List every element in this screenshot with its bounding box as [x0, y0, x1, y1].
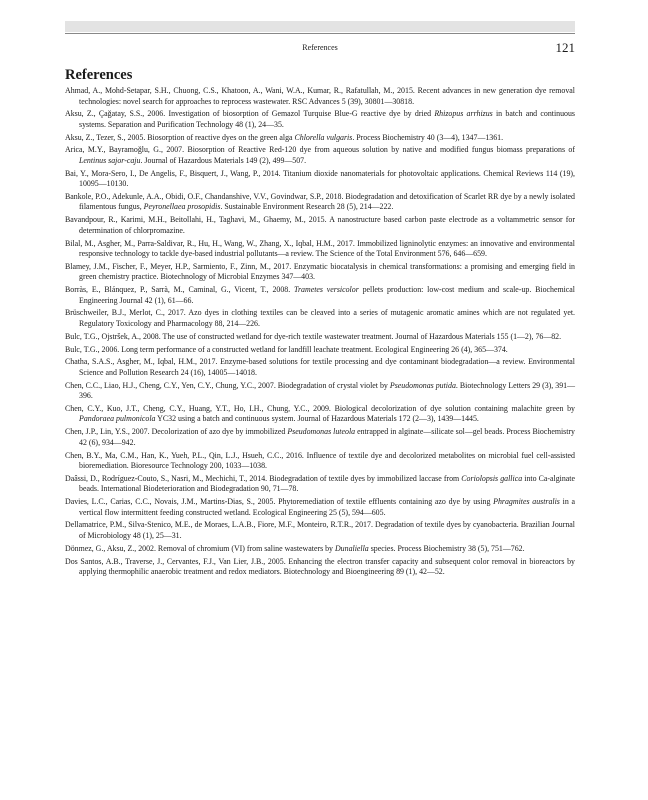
reference-text: Dönmez, G., Aksu, Z., 2002. Removal of chromium (VI) from saline wastewaters by [65, 543, 335, 553]
reference-text: Dos Santos, A.B., Traverse, J., Cervantes, F.J., Van Lier, J.B., 2005. Enhancing the electron transfer capacity and subsequent color removal in bioreactors by applying thermophilic anaerobic treatment and redox mediators. Biotechnology and Bioengineering 89 (1), 42—52. [65, 556, 575, 577]
reference-text: Chen, C.Y., Kuo, J.T., Cheng, C.Y., Huang, Y.T., Ho, I.H., Chung, Y.C., 2009. Biological decolorization of dye solution containing malachite green by [65, 403, 575, 413]
reference-list [65, 86, 575, 580]
reference-entry [65, 497, 575, 518]
page-number: 121 [555, 40, 575, 55]
reference-entry [65, 133, 575, 144]
reference-entry [65, 145, 575, 166]
reference-text: Bankole, P.O., Adekunle, A.A., Obidi, O.F., Chandanshive, V.V., Govindwar, S.P., 2018. Biodegradation and detoxification of Scarlet RR dye by a newly isolated filamentous fungus, [65, 191, 575, 212]
reference-entry [65, 451, 575, 472]
reference-species-name: Pseudomonas putida [389, 380, 456, 390]
reference-entry [65, 474, 575, 495]
reference-text: . Sustainable Environment Research 28 (5), 214—222. [220, 202, 394, 212]
reference-text: Bavandpour, R., Karimi, M.H., Beitollahi, H., Taghavi, M., Ghaemy, M., 2015. A nanostructure based carbon paste electrode as a voltammetric sensor for determination of chlorpromazine. [65, 215, 575, 235]
header-rule [65, 33, 575, 34]
reference-entry [65, 332, 575, 343]
reference-entry [65, 239, 575, 260]
reference-species-name: Pseudomonas luteola [287, 427, 356, 437]
reference-species-name: Trametes versicolor [294, 285, 359, 295]
reference-text: pellets production: low-cost medium and scale-up. Biochemical Engineering Journal 42 (1), 61—66. [79, 285, 575, 305]
reference-entry [65, 169, 575, 190]
reference-text: species. Process Biochemistry 38 (5), 751—762. [368, 543, 525, 553]
reference-species-name: Dunaliella [334, 543, 369, 553]
reference-species-name: Lentinus sajor-caju [79, 155, 141, 165]
reference-text: Dellamatrice, P.M., Silva-Stenico, M.E., de Moraes, L.A.B., Fiore, M.F., Monteiro, R.T.R., 2017. Degradation of textile dyes by cyanobacteria. Brazilian Journal of Microbiology 48 (1), 25—31. [65, 520, 575, 540]
reference-text: . Process Biochemistry 40 (3—4), 1347—1361. [352, 132, 504, 142]
reference-text: Chen, C.C., Liao, H.J., Cheng, C.Y., Yen, C.Y., Chung, Y.C., 2007. Biodegradation of crystal violet by [65, 380, 390, 390]
reference-entry [65, 192, 575, 213]
reference-species-name: Peyronellaea prosopidis [143, 202, 221, 212]
reference-text: in a vertical flow intermittent feeding constructed wetland. Ecological Engineering 25 (5), 594—605. [79, 497, 575, 517]
reference-species-name: Phragmites australis [493, 497, 560, 507]
reference-text: Borràs, E., Blánquez, P., Sarrà, M., Caminal, G., Vicent, T., 2008. [65, 285, 295, 295]
reference-entry [65, 345, 575, 356]
reference-entry [65, 381, 575, 402]
reference-entry [65, 544, 575, 555]
running-title: References [302, 43, 338, 52]
reference-text: into Ca-alginate beads. International Biodeterioration and Biodegradation 90, 71—78. [79, 473, 575, 494]
reference-text: . Journal of Hazardous Materials 149 (2), 499—507. [140, 155, 307, 165]
reference-entry [65, 404, 575, 425]
reference-text: entrapped in alginate—silicate sol—gel beads. Process Biochemistry 42 (6), 934—942. [79, 427, 575, 447]
reference-species-name: Chlorella vulgaris [294, 132, 353, 142]
reference-entry [65, 215, 575, 236]
reference-text: Chen, J.P., Lin, Y.S., 2007. Decolorization of azo dye by immobilized [65, 427, 288, 437]
reference-text: Arica, M.Y., Bayramoğlu, G., 2007. Biosorption of Reactive Red-120 dye from aqueous solution by native and modified fungus biomass preparations of [65, 145, 575, 155]
reference-entry [65, 109, 575, 130]
reference-entry [65, 557, 575, 578]
reference-text: Blamey, J.M., Fischer, F., Meyer, H.P., Sarmiento, F., Zinn, M., 2017. Enzymatic biocatalysis in chemical transformations: a promising and emerging field in green chemistry practice. Biotechnology of Microbial Enzymes 347—403. [65, 261, 575, 282]
reference-text: Bai, Y., Mora-Sero, I., De Angelis, F., Bisquert, J., Wang, P., 2014. Titanium dioxide nanomaterials for photovoltaic applications. Chemical Reviews 114 (19), 10095—10130. [65, 168, 575, 189]
reference-text: Aksu, Z., Çağatay, S.S., 2006. Investigation of biosorption of Gemazol Turquise Blue-G reactive dye by dried [65, 109, 435, 119]
reference-entry [65, 86, 575, 107]
reference-species-name: Pandoraea pulmonicola [79, 414, 156, 424]
reference-text: YC32 using a batch and continuous system. Journal of Hazardous Materials 172 (2—3), 1439—1445. [155, 414, 479, 424]
reference-species-name: Coriolopsis gallica [461, 473, 523, 483]
reference-entry [65, 520, 575, 541]
reference-entry [65, 262, 575, 283]
reference-text: Daâssi, D., Rodríguez-Couto, S., Nasri, M., Mechichi, T., 2014. Biodegradation of textile dyes by immobilized laccase from [65, 473, 462, 483]
reference-text: Ahmad, A., Mohd-Setapar, S.H., Chuong, C.S., Khatoon, A., Wani, W.A., Kumar, R., Rafatullah, M., 2015. Recent advances in new generation dye removal technologies: novel search for approaches to reprocess wastewater. RSC Advances 5 (39), 30801—30818. [65, 86, 575, 106]
reference-text: . Biotechnology Letters 29 (3), 391—396. [79, 380, 575, 401]
reference-entry [65, 285, 575, 306]
reference-text: Bulc, T.G., 2006. Long term performance of a constructed wetland for landfill leachate treatment. Ecological Engineering 26 (4), 365—374. [65, 344, 508, 354]
reference-entry [65, 427, 575, 448]
reference-species-name: Rhizopus arrhizus [434, 109, 493, 119]
reference-text: Davies, L.C., Carias, C.C., Novais, J.M., Martins-Dias, S., 2005. Phytoremediation of textile effluents containing azo dye by using [65, 497, 494, 507]
section-title: References [65, 67, 133, 83]
reference-entry [65, 308, 575, 329]
reference-text: Aksu, Z., Tezer, S., 2005. Biosorption of reactive dyes on the green alga [65, 132, 295, 142]
reference-text: in batch and continuous systems. Separation and Purification Technology 48 (1), 24—35. [79, 109, 576, 129]
reference-text: Bilal, M., Asgher, M., Parra-Saldivar, R., Hu, H., Wang, W., Zhang, X., Iqbal, H.M., 2017. Immobilized ligninolytic enzymes: an innovative and environmental responsive technology to tackle dye-based industrial pollutants—a review. The Science of the Total Environment 576, 646—659. [65, 238, 575, 259]
reference-text: Chatha, S.A.S., Asgher, M., Iqbal, H.M., 2017. Enzyme-based solutions for textile processing and dye contaminant biodegradation—a review. Environmental Science and Pollution Research 24 (16), 14005—14018. [65, 357, 575, 377]
reference-text: Brüschweiler, B.J., Merlot, C., 2017. Azo dyes in clothing textiles can be cleaved into a series of mutagenic aromatic amines which are not regulated yet. Regulatory Toxicology and Pharmacology 88, 214—226. [65, 308, 575, 328]
reference-text: Chen, B.Y., Ma, C.M., Han, K., Yueh, P.L., Qin, L.J., Hsueh, C.C., 2016. Influence of textile dye and decolorized metabolites on microbial fuel cell-assisted bioremediation. Bioresource Technology 200, 1033—1038. [65, 450, 575, 471]
reference-text: Bulc, T.G., Ojstršek, A., 2008. The use of constructed wetland for dye-rich textile wastewater treatment. Journal of Hazardous Materials 155 (1—2), 76—82. [65, 331, 562, 341]
header-bar [65, 21, 575, 32]
reference-entry [65, 357, 575, 378]
